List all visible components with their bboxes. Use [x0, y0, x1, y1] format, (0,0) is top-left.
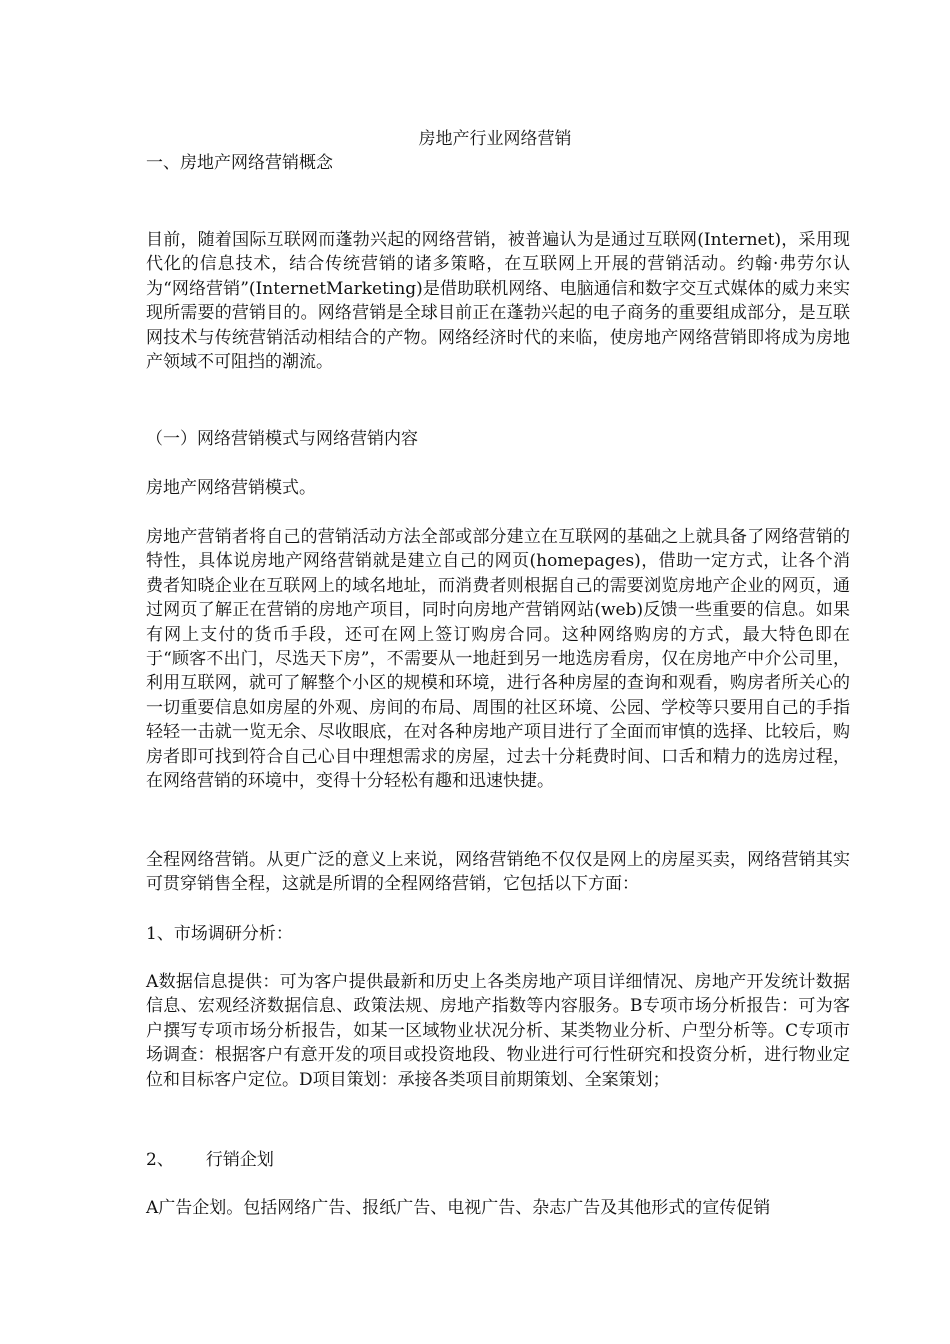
paragraph-intro: 目前，随着国际互联网而蓬勃兴起的网络营销，被普遍认为是通过互联网(Internet)，采用现代化的信息技术，结合传统营销的诸多策略，在互联网上开展的营销活动。约翰·弗劳尔认为“网络营销”(InternetMarketing)是借助联机网络、电脑通信和数字交互式媒体的威力来实现所需要的营销目的。网络营销是全球目前正在蓬勃兴起的电子商务的重要组成部分，是互联网技术与传统营销活动相结合的产物。网络经济时代的来临，使房地产网络营销即将成为房地产领域不可阻挡的潮流。	[146, 230, 850, 373]
paragraph-mode: 房地产营销者将自己的营销活动方法全部或部分建立在互联网的基础之上就具备了网络营销的特性，具体说房地产网络营销就是建立自己的网页(homepages)，借助一定方式，让各个消费者知晓企业在互联网上的域名地址，而消费者则根据自己的需要浏览房地产企业的网页，通过网页了解正在营销的房地产项目，同时向房地产营销网站(web)反馈一些重要的信息。如果有网上支付的货币手段，还可在网上签订购房合同。这种网络购房的方式，最大特色即在于“顾客不出门，尽选天下房”，不需要从一地赶到另一地选房看房，仅在房地产中介公司里，利用互联网，就可了解整个小区的规模和环境，进行各种房屋的查询和观看，购房者所关心的一切重要信息如房屋的外观、房间的布局、周围的社区环境、公园、学校等只要用自己的手指轻轻一击就一览无余、尽收眼底，在对各种房地产项目进行了全面而审慎的选择、比较后，购房者即可找到符合自己心目中理想需求的房屋，过去十分耗费时间、口舌和精力的选房过程，在网络营销的环境中，变得十分轻松有趣和迅速快捷。	[146, 527, 850, 792]
paragraph-market-research: A数据信息提供：可为客户提供最新和历史上各类房地产项目详细情况、房地产开发统计数据信息、宏观经济数据信息、政策法规、房地产指数等内容服务。B专项市场分析报告：可为客户撰写专项市场分析报告，如某一区域物业状况分析、某类物业分析、户型分析等。C专项市场调查：根据客户有意开发的项目或投资地段、物业进行可行性研究和投资分析，进行物业定位和目标客户定位。D项目策划：承接各类项目前期策划、全案策划；	[146, 972, 850, 1090]
document-title: 房地产行业网络营销	[418, 129, 572, 149]
section-heading-concept: 一、房地产网络营销概念	[146, 153, 333, 173]
subsection-heading-modes: （一）网络营销模式与网络营销内容	[146, 429, 418, 449]
list-item-heading-market-research: 1、市场调研分析：	[146, 924, 293, 944]
mode-label: 房地产网络营销模式。	[146, 478, 316, 498]
paragraph-marketing-plan: A广告企划。包括网络广告、报纸广告、电视广告、杂志广告及其他形式的宣传促销	[146, 1198, 771, 1218]
list-item-number: 2、	[146, 1150, 174, 1170]
list-item-label: 行销企划	[205, 1150, 274, 1170]
paragraph-full-process: 全程网络营销。从更广泛的意义上来说，网络营销绝不仅仅是网上的房屋买卖，网络营销其实可贯穿销售全程，这就是所谓的全程网络营销，它包括以下方面：	[146, 850, 850, 895]
list-item-heading-marketing-plan	[146, 1148, 274, 1172]
